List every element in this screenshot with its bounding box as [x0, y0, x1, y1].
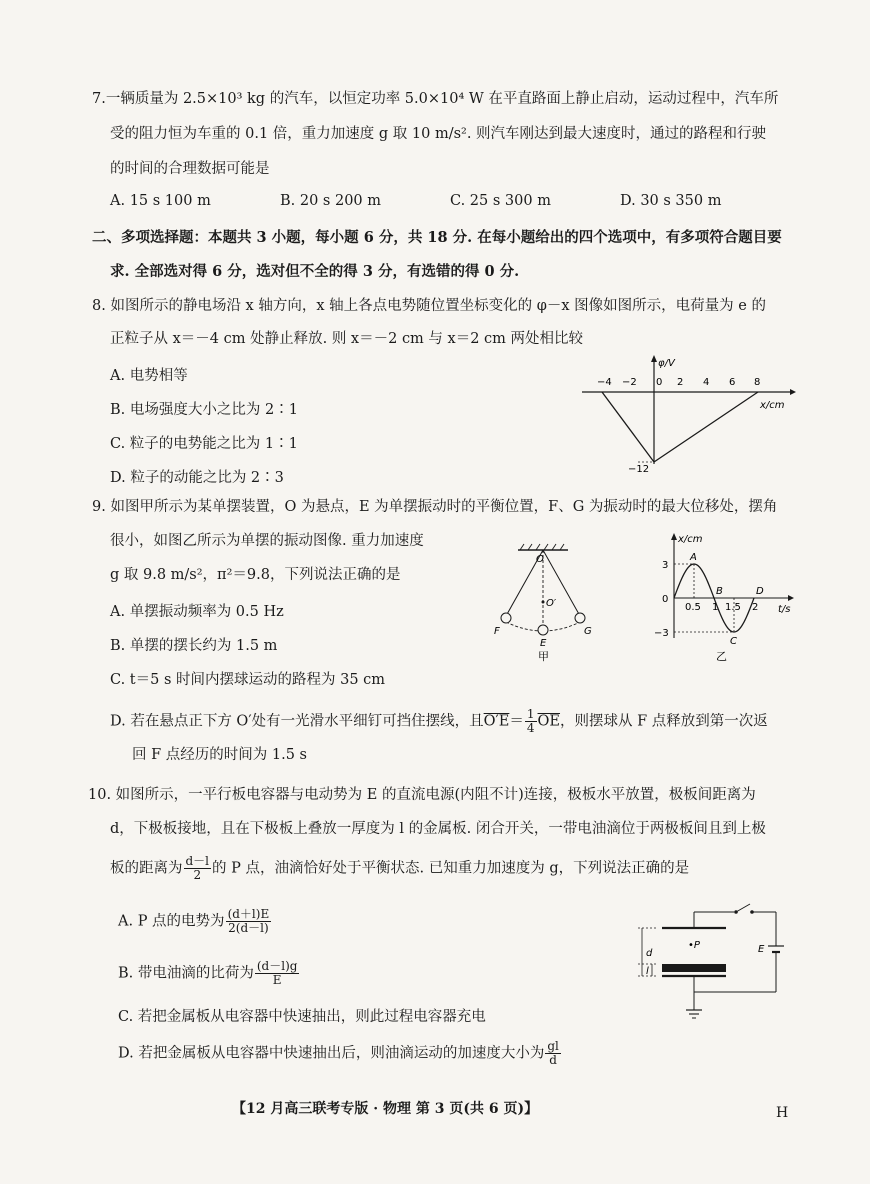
q10-option-c: C. 若把金属板从电容器中快速抽出，则此过程电容器充电	[118, 1009, 486, 1025]
x-axis-arrow	[790, 389, 796, 395]
q7-option-d: D. 30 s 350 m	[620, 193, 722, 209]
t-tick-1-5: 1.5	[725, 602, 741, 613]
q10-option-b-pre: B. 带电油滴的比荷为	[118, 965, 254, 982]
q9-option-d-post: ，则摆球从 F 点释放到第一次返	[560, 713, 768, 730]
t-axis-arrow	[788, 595, 794, 601]
segment-o-prime-e: O′E	[483, 713, 510, 730]
q8-phi-x-graph	[578, 352, 798, 482]
q10-option-d	[118, 1040, 562, 1067]
t-tick-2: 2	[752, 602, 759, 613]
x-tick-0: 0	[656, 377, 663, 388]
vibration-graph-yi	[650, 530, 800, 664]
switch-icon	[736, 904, 750, 912]
fraction-numerator: (d－l)g	[256, 959, 298, 973]
q7-option-a: A. 15 s 100 m	[110, 193, 211, 209]
q7-option-b: B. 20 s 200 m	[280, 193, 382, 209]
x-tick-6: 6	[729, 377, 736, 388]
fraction-denominator: 4	[526, 721, 535, 735]
label-e: E	[758, 944, 765, 955]
q10-line-1: 10. 如图所示，一平行板电容器与电动势为 E 的直流电源(内阻不计)连接，极板水平放置，极板间距离为	[88, 787, 756, 803]
fraction-numerator: d－l	[185, 854, 210, 868]
q10-line-3	[110, 855, 689, 882]
q8-option-c: C. 粒子的电势能之比为 1∶1	[110, 436, 298, 452]
q8-option-a: A. 电势相等	[110, 368, 188, 384]
q9-option-b: B. 单摆的摆长约为 1.5 m	[110, 638, 278, 654]
bob-g	[575, 613, 585, 623]
potential-line-left	[602, 392, 654, 462]
q8-line-1: 8. 如图所示的静电场沿 x 轴方向，x 轴上各点电势随位置坐标变化的 φ－x 图像如图所示，电荷量为 e 的	[92, 298, 766, 314]
q10-option-b	[118, 960, 300, 987]
equals-sign: ＝	[509, 713, 524, 730]
segment-o-e: $\overline{OE}$	[537, 713, 561, 730]
fraction-numerator: (d＋l)E	[227, 907, 270, 921]
point-d: D	[756, 586, 764, 597]
x-tick-2: 2	[677, 377, 684, 388]
page-footer: 【12 月高三联考专版 · 物理 第 3 页(共 6 页)】	[232, 1101, 539, 1117]
potential-line-right	[654, 392, 758, 462]
label-l: l	[646, 966, 649, 977]
bob-f	[501, 613, 511, 623]
q8-line-2: 正粒子从 x＝－4 cm 处静止释放. 则 x＝－2 cm 与 x＝2 cm 两处相比较	[110, 331, 584, 347]
ceiling-hatching	[520, 544, 564, 550]
section-2-heading-line-2: 求. 全部选对得 6 分，选对但不全的得 3 分，有选错的得 0 分.	[110, 263, 520, 280]
label-f: F	[494, 626, 500, 637]
q9-line-2: 很小，如图乙所示为单摆的振动图像. 重力加速度	[110, 533, 424, 549]
fraction-option-b	[255, 960, 300, 987]
q9-option-d-pre: D. 若在悬点正下方 O′处有一光滑水平细钉可挡住摆线，且	[110, 713, 484, 730]
q7-option-c: C. 25 s 300 m	[450, 193, 551, 209]
point-b: B	[716, 586, 723, 597]
y-tick-neg3: −3	[654, 628, 669, 639]
capacitor-circuit-figure	[626, 900, 796, 1030]
t-tick-1: 1	[712, 602, 719, 613]
y-tick-0: 0	[662, 594, 669, 605]
label-o-prime: O′	[546, 598, 557, 609]
x-axis-arrow	[671, 533, 677, 540]
point-a: A	[690, 552, 697, 563]
y-axis-arrow	[651, 355, 657, 362]
q10-option-a	[118, 908, 272, 935]
fraction-denominator: 2(d－l)	[228, 921, 269, 935]
q9-option-c: C. t＝5 s 时间内摆球运动的路程为 35 cm	[110, 672, 386, 688]
metal-slab	[662, 964, 726, 972]
caption-yi: 乙	[716, 650, 727, 663]
nail-o-prime	[542, 601, 545, 604]
section-2-heading-line-1: 二、多项选择题：本题共 3 小题，每小题 6 分，共 18 分. 在每小题给出的四个选项中，有多项符合题目要	[92, 229, 782, 246]
q9-line-1: 9. 如图甲所示为某单摆装置，O 为悬点，E 为单摆振动时的平衡位置，F、G 为振动时的最大位移处，摆角	[92, 499, 778, 515]
point-c: C	[730, 636, 737, 647]
q7-line-2: 受的阻力恒为车重的 0.1 倍，重力加速度 g 取 10 m/s². 则汽车刚达到最大速度时，通过的路程和行驶	[110, 126, 767, 142]
q10-option-a-pre: A. P 点的电势为	[118, 913, 225, 930]
q7-line-3: 的时间的合理数据可能是	[110, 161, 270, 177]
label-p: •P	[688, 940, 700, 951]
q10-line-2: d，下极板接地，且在下极板上叠放一厚度为 l 的金属板. 闭合开关，一带电油滴位于两极板间且到上极	[110, 821, 766, 837]
bob-e	[538, 625, 548, 635]
q9-option-d-line-2: 回 F 点经历的时间为 1.5 s	[132, 747, 307, 763]
q10-line-3-pre: 板的距离为	[110, 860, 183, 877]
footer-mark: H	[776, 1105, 789, 1121]
t-tick-0-5: 0.5	[685, 602, 701, 613]
fraction-numerator: gl	[547, 1039, 559, 1053]
q9-line-3: g 取 9.8 m/s²，π²＝9.8，下列说法正确的是	[110, 567, 401, 583]
x-tick-4: 4	[703, 377, 710, 388]
y-tick-3: 3	[662, 560, 669, 571]
fraction-one-quarter	[525, 708, 537, 735]
label-o: O	[536, 554, 544, 565]
x-tick-neg4: −4	[597, 377, 612, 388]
fraction-denominator: E	[272, 973, 282, 987]
x-tick-neg2: −2	[622, 377, 637, 388]
t-label: t/s	[778, 604, 791, 615]
fraction-option-d	[545, 1040, 561, 1067]
q8-option-b: B. 电场强度大小之比为 2∶1	[110, 402, 298, 418]
x-tick-8: 8	[754, 377, 761, 388]
fraction-option-a	[226, 908, 272, 935]
y-min-label: −12	[628, 464, 650, 475]
fraction-numerator: 1	[526, 707, 535, 721]
fraction-denominator: 2	[193, 868, 202, 882]
q7-line-1: 7.一辆质量为 2.5×10³ kg 的汽车，以恒定功率 5.0×10⁴ W 在平直路面上静止启动，运动过程中，汽车所	[92, 91, 779, 107]
y-label: x/cm	[678, 534, 703, 545]
label-e: E	[540, 638, 547, 649]
pendulum-figure-jia	[488, 538, 598, 664]
fraction-denominator: d	[549, 1053, 557, 1067]
x-axis-label: x/cm	[760, 400, 785, 411]
q8-option-d: D. 粒子的动能之比为 2∶3	[110, 470, 284, 486]
q9-option-d	[110, 708, 768, 735]
label-g: G	[584, 626, 592, 637]
q9-option-a: A. 单摆振动频率为 0.5 Hz	[110, 604, 284, 620]
y-axis-label: φ/V	[658, 358, 675, 369]
q10-option-d-pre: D. 若把金属板从电容器中快速抽出后，则油滴运动的加速度大小为	[118, 1045, 545, 1062]
q10-line-3-post: 的 P 点，油滴恰好处于平衡状态. 已知重力加速度为 g，下列说法正确的是	[212, 860, 690, 877]
caption-jia: 甲	[538, 650, 549, 663]
fraction-d-minus-l-over-2	[184, 855, 212, 882]
label-d: d	[646, 948, 653, 959]
